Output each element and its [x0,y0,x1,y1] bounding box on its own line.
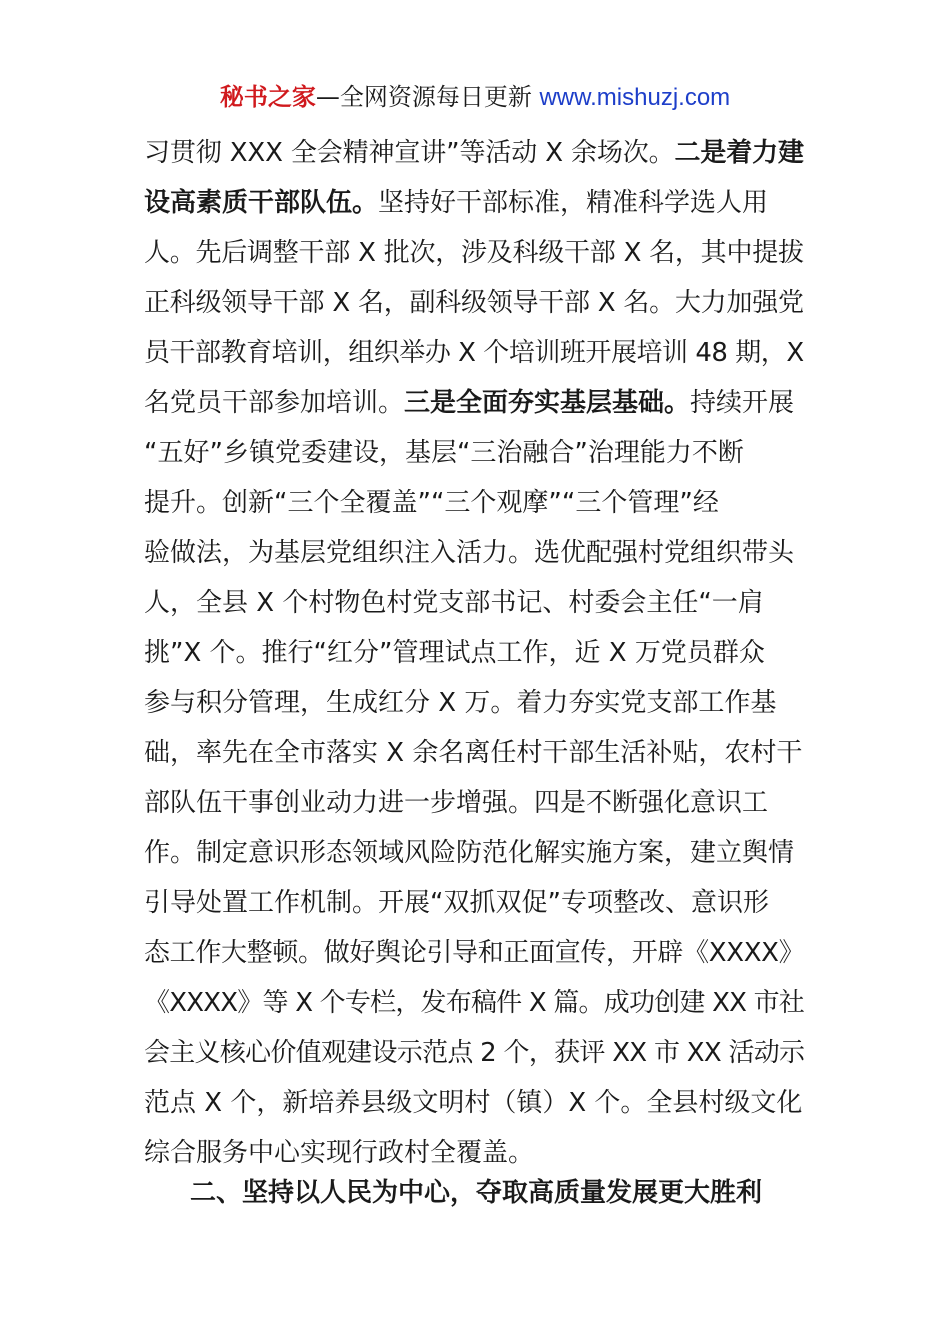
text-line [144,978,804,1028]
text-line [144,578,804,628]
text-line [144,778,804,828]
text-span: 提升。创新“三个全覆盖”“三个观摩”“三个管理”经 [144,488,719,518]
bold-phrase: 三是全面夯实基层基础。 [404,388,691,418]
bold-phrase: 设高素质干部队伍。 [144,188,379,218]
text-line [144,628,804,678]
document-body [144,128,804,1178]
text-span: 引导处置工作机制。开展“双抓双促”专项整改、意识形 [144,888,769,918]
site-slogan: —全网资源每日更新 [315,83,540,111]
text-span: 《XXXX》等 X 个专栏，发布稿件 X 篇。成功创建 XX 市社 [144,988,805,1018]
text-span: 参与积分管理，生成红分 X 万。着力夯实党支部工作基 [144,688,777,718]
text-span: 部队伍干事创业动力进一步增强。四是不断强化意识工 [144,788,769,818]
text-line [144,828,804,878]
text-span: 名党员干部参加培训。 [144,388,405,418]
text-span: 人，全县 X 个村物色村党支部书记、村委会主任“一肩 [144,588,764,618]
text-span: 综合服务中心实现行政村全覆盖。 [144,1138,535,1168]
text-line [144,1028,804,1078]
text-span: 范点 X 个，新培养县级文明村（镇）X 个。全县村级文化 [144,1088,803,1118]
text-line [144,428,804,478]
bold-phrase: 二是着力建 [674,138,804,168]
text-line [144,1078,804,1128]
text-line [144,178,804,228]
site-header [0,82,950,113]
text-line [144,928,804,978]
text-span: 正科级领导干部 X 名，副科级领导干部 X 名。大力加强党 [144,288,804,318]
text-line [144,328,804,378]
text-span: 持续开展 [690,388,795,418]
text-line [144,128,804,178]
text-span: 验做法，为基层党组织注入活力。选优配强村党组织带头 [144,538,795,568]
text-span: 人。先后调整干部 X 批次，涉及科级干部 X 名，其中提拔 [144,238,804,268]
text-line [144,478,804,528]
text-line [144,378,804,428]
text-line [144,678,804,728]
text-span: “五好”乡镇党委建设，基层“三治融合”治理能力不断 [144,438,744,468]
text-span: 习贯彻 XXX 全会精神宣讲”等活动 X 余场次。 [144,138,675,168]
text-span: 会主义核心价值观建设示范点 2 个，获评 XX 市 XX 活动示 [144,1038,805,1068]
text-line [144,528,804,578]
text-span: 态工作大整顿。做好舆论引导和正面宣传，开辟《XXXX》 [144,938,805,968]
text-line [144,878,804,928]
text-span: 作。制定意识形态领域风险防范化解实施方案，建立舆情 [144,838,795,868]
text-span: 挑”X 个。推行“红分”管理试点工作，近 X 万党员群众 [144,638,765,668]
text-span: 员干部教育培训，组织举办 X 个培训班开展培训 48 期，X [144,338,804,368]
site-brand: 秘书之家 [219,83,316,111]
section-heading: 二、坚持以人民为中心，夺取高质量发展更大胜利 [190,1178,763,1208]
text-span: 础，率先在全市落实 X 余名离任村干部生活补贴，农村干 [144,738,803,768]
text-span: 坚持好干部标准，精准科学选人用 [378,188,769,218]
text-line [144,278,804,328]
text-line [144,728,804,778]
text-line [144,228,804,278]
site-url[interactable]: www.mishuzj.com [539,84,731,111]
